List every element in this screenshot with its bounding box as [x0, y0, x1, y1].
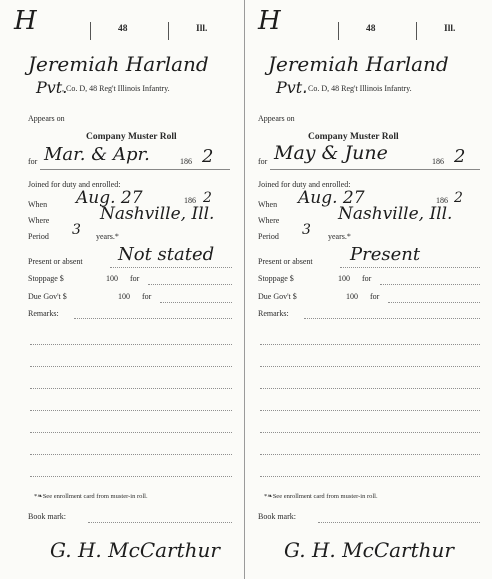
due-govt-amount: 100	[118, 292, 130, 301]
state-code: Ill.	[444, 24, 456, 34]
year-prefix: 186	[432, 157, 444, 166]
roll-period: May & June	[274, 142, 388, 164]
regiment-number: 48	[118, 24, 128, 34]
rule-line	[304, 318, 480, 319]
present-label: Present or absent	[28, 257, 83, 266]
rule-line	[380, 284, 480, 285]
remarks-label: Remarks:	[28, 309, 59, 318]
company-line: , Co. D, 48 Reg't Illinois Infantry.	[304, 84, 412, 93]
period-label: Period	[258, 232, 279, 241]
stoppage-for: for	[130, 274, 140, 283]
soldier-name: Jeremiah Harland	[28, 52, 209, 76]
stoppage-label: Stoppage $	[258, 274, 294, 283]
due-govt-for: for	[370, 292, 380, 301]
due-govt-for: for	[142, 292, 152, 301]
for-label: for	[28, 157, 38, 166]
muster-card-right	[248, 0, 488, 579]
bookmark-label: Book mark:	[258, 512, 296, 521]
stoppage-label: Stoppage $	[28, 274, 64, 283]
year-prefix: 186	[180, 157, 192, 166]
present-value: Not stated	[118, 244, 215, 265]
where-label: Where	[258, 216, 280, 225]
soldier-rank: Pvt.	[36, 78, 68, 97]
period-value: 3	[72, 222, 81, 238]
footnote: *❧See enrollment card from muster-in roll.	[264, 493, 378, 500]
rule-line	[88, 522, 232, 523]
rule-line	[260, 344, 480, 345]
muster-card-left	[0, 0, 240, 579]
regiment-number: 48	[366, 24, 376, 34]
where-value: Nashville, Ill.	[100, 204, 215, 224]
due-govt-amount: 100	[346, 292, 358, 301]
present-label: Present or absent	[258, 257, 313, 266]
stoppage-amount: 100	[106, 274, 118, 283]
when-year-suffix: 2	[454, 190, 463, 206]
rule-line	[110, 267, 232, 268]
rule-line	[260, 454, 480, 455]
state-code: Ill.	[196, 24, 208, 34]
rule-line	[160, 302, 232, 303]
roll-title: Company Muster Roll	[308, 132, 399, 142]
years-label: years.*	[328, 232, 351, 241]
surname-initial: H	[258, 6, 281, 36]
where-label: Where	[28, 216, 50, 225]
stoppage-amount: 100	[338, 274, 350, 283]
header-divider	[416, 22, 417, 40]
rule-line	[30, 454, 232, 455]
signature: G. H. McCarthur	[284, 538, 454, 562]
bookmark-label: Book mark:	[28, 512, 66, 521]
soldier-rank: Pvt.	[276, 78, 308, 97]
year-suffix: 2	[454, 146, 466, 167]
year-suffix: 2	[202, 146, 214, 167]
surname-initial: H	[14, 6, 37, 36]
rule-line	[30, 366, 232, 367]
rule-line	[260, 476, 480, 477]
header-divider	[90, 22, 91, 40]
joined-label: Joined for duty and enrolled:	[28, 180, 121, 189]
when-value: Aug. 27	[76, 188, 143, 208]
rule-line	[340, 267, 480, 268]
rule-line	[388, 302, 480, 303]
present-value: Present	[350, 244, 421, 265]
years-label: years.*	[96, 232, 119, 241]
rule-line	[40, 169, 230, 170]
rule-line	[260, 432, 480, 433]
signature: G. H. McCarthur	[50, 538, 220, 562]
when-value: Aug. 27	[298, 188, 365, 208]
when-label: When	[258, 200, 278, 209]
rule-line	[30, 388, 232, 389]
rule-line	[318, 522, 480, 523]
rule-line	[148, 284, 232, 285]
appears-on-label: Appears on	[258, 114, 295, 123]
card-divider	[244, 0, 245, 579]
roll-title: Company Muster Roll	[86, 132, 177, 142]
company-line: , Co. D, 48 Reg't Illinois Infantry.	[62, 84, 170, 93]
roll-period: Mar. & Apr.	[44, 144, 150, 165]
footnote: *❧See enrollment card from muster-in roll.	[34, 493, 148, 500]
rule-line	[260, 388, 480, 389]
rule-line	[30, 344, 232, 345]
for-label: for	[258, 157, 268, 166]
where-value: Nashville, Ill.	[338, 204, 453, 224]
rule-line	[260, 410, 480, 411]
when-year: 186	[436, 196, 448, 205]
period-label: Period	[28, 232, 49, 241]
header-divider	[338, 22, 339, 40]
rule-line	[74, 318, 232, 319]
due-govt-label: Due Gov't $	[258, 292, 297, 301]
rule-line	[30, 432, 232, 433]
stoppage-for: for	[362, 274, 372, 283]
header-divider	[168, 22, 169, 40]
period-value: 3	[302, 222, 311, 238]
rule-line	[260, 366, 480, 367]
when-year-suffix: 2	[203, 190, 212, 206]
rule-line	[30, 476, 232, 477]
rule-line	[30, 410, 232, 411]
appears-on-label: Appears on	[28, 114, 65, 123]
when-label: When	[28, 200, 48, 209]
soldier-name: Jeremiah Harland	[268, 52, 449, 76]
rule-line	[270, 169, 480, 170]
remarks-label: Remarks:	[258, 309, 289, 318]
joined-label: Joined for duty and enrolled:	[258, 180, 351, 189]
when-year: 186	[184, 196, 196, 205]
due-govt-label: Due Gov't $	[28, 292, 67, 301]
